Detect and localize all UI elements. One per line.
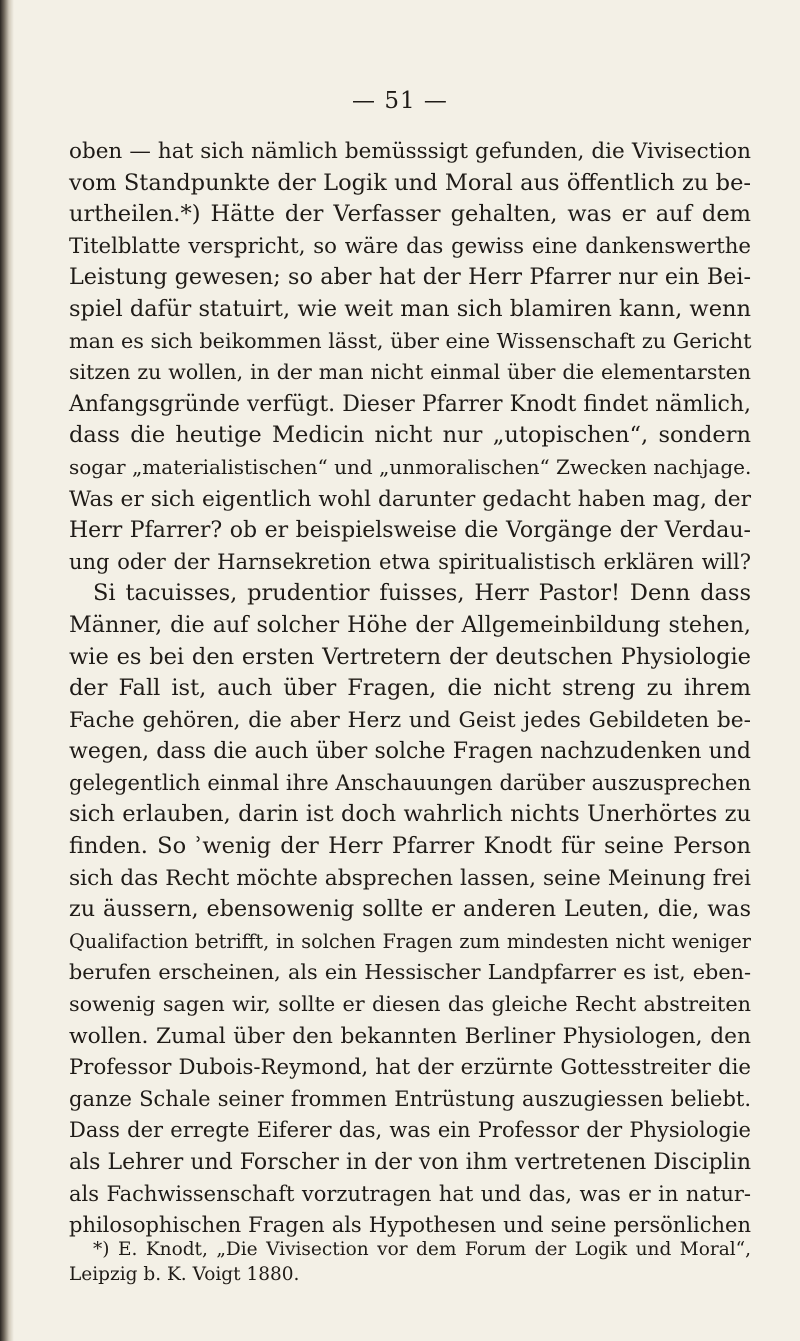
- text-line: wegen, dass die auch über solche Fragen nachzudenken und: [69, 739, 751, 765]
- text-line: sowenig sagen wir, sollte er diesen das gleiche Recht abstreiten: [69, 992, 751, 1017]
- text-line: finden. So ʾwenig der Herr Pfarrer Knodt für seine Person: [69, 833, 751, 860]
- text-line: wollen. Zumal über den bekannten Berliner Physiologen, den: [69, 1023, 751, 1049]
- footnote-line: *) E. Knodt, „Die Vivisection vor dem Forum der Logik und Moral“,: [93, 1239, 751, 1260]
- text-line: wie es bei den ersten Vertretern der deutschen Physiologie: [69, 643, 751, 670]
- text-line: vom Standpunkte der Logik und Moral aus öffentlich zu be-: [69, 169, 751, 196]
- text-line: berufen erscheinen, als ein Hessischer Landpfarrer es ist, eben-: [69, 960, 751, 985]
- text-line: Qualifaction betrifft, in solchen Fragen zum mindesten nicht weniger: [69, 929, 751, 953]
- text-line: Fache gehören, die aber Herz und Geist jedes Gebildeten be-: [69, 707, 751, 733]
- text-line: sitzen zu wollen, in der man nicht einmal über die elementarsten: [69, 360, 751, 385]
- text-line: sich erlauben, darin ist doch wahrlich nichts Unerhörtes zu: [69, 801, 751, 828]
- text-line: Titelblatte verspricht, so wäre das gewiss eine dankenswerthe: [69, 233, 751, 259]
- text-line: urtheilen.*) Hätte der Verfasser gehalten, was er auf dem: [69, 201, 751, 228]
- text-line: man es sich beikommen lässt, über eine Wissenschaft zu Gericht: [69, 328, 752, 353]
- text-line: Dass der erregte Eiferer das, was ein Professor der Physiologie: [69, 1118, 751, 1143]
- body-text: [69, 136, 751, 1242]
- text-line: sich das Recht möchte absprechen lassen, seine Meinung frei: [69, 865, 751, 891]
- text-line: Was er sich eigentlich wohl darunter gedacht haben mag, der: [69, 486, 751, 512]
- text-line: zu äussern, ebensowenig sollte er anderen Leuten, die, was: [69, 896, 751, 923]
- text-line: dass die heutige Medicin nicht nur „utopischen“, sondern: [69, 422, 751, 449]
- text-line: ganze Schale seiner frommen Entrüstung auszugiessen beliebt.: [69, 1086, 751, 1111]
- text-line: Leistung gewesen; so aber hat der Herr Pfarrer nur ein Bei-: [69, 264, 751, 291]
- text-line: gelegentlich einmal ihre Anschauungen darüber auszusprechen: [69, 770, 751, 795]
- text-line: philosophischen Fragen als Hypothesen und seine persönlichen: [69, 1213, 751, 1238]
- text-line: Si tacuisses, prudentior fuisses, Herr Pastor! Denn dass: [93, 580, 751, 607]
- text-line: Professor Dubois-Reymond, hat der erzürnte Gottesstreiter die: [69, 1055, 751, 1081]
- text-line: als Fachwissenschaft vorzutragen hat und das, was er in natur-: [69, 1181, 751, 1206]
- text-line: sogar „materialistischen“ und „unmoralischen“ Zwecken nachjage.: [69, 454, 752, 479]
- scan-binding-edge: [0, 0, 14, 1341]
- footnote: [69, 1237, 751, 1287]
- text-line: der Fall ist, auch über Fragen, die nicht streng zu ihrem: [69, 675, 751, 702]
- text-line: ung oder der Harnsekretion etwa spiritualistisch erklären will?: [69, 549, 751, 574]
- text-line: spiel dafür statuirt, wie weit man sich blamiren kann, wenn: [69, 295, 751, 322]
- text-line: Anfangsgründe verfügt. Dieser Pfarrer Knodt findet nämlich,: [69, 391, 751, 417]
- text-line: Herr Pfarrer? ob er beispielsweise die Vorgänge der Verdau-: [69, 518, 751, 544]
- text-line: oben — hat sich nämlich bemüsssigt gefunden, die Vivisection: [69, 139, 751, 164]
- text-line: als Lehrer und Forscher in der von ihm vertretenen Disciplin: [69, 1150, 751, 1175]
- text-line: Männer, die auf solcher Höhe der Allgemeinbildung stehen,: [69, 611, 751, 638]
- footnote-line: Leipzig b. K. Voigt 1880.: [69, 1264, 300, 1285]
- page-number: — 51 —: [352, 88, 448, 114]
